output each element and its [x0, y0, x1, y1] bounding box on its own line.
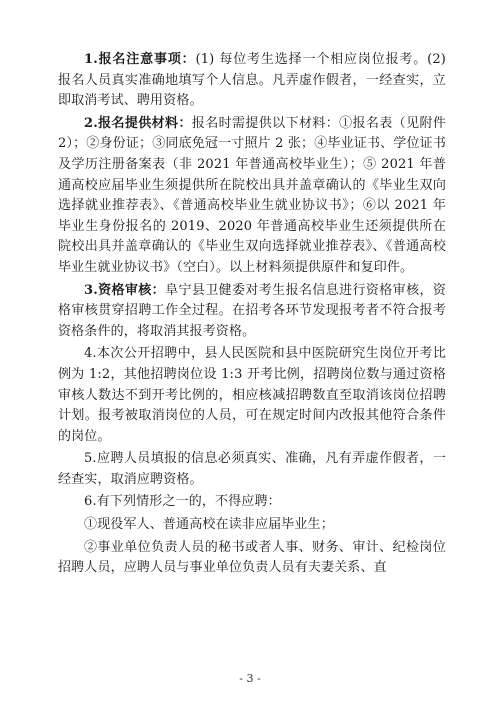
text-required-materials: 报名时需提供以下材料：①报名表（见附件 2）；②身份证；③同底免冠一寸照片 2 张；④毕业证书、学位证书及学历注册备案表（非 2021 年普通高校毕业生）；⑤ 2021 年普通高校应届毕业生须提供所在院校出具并盖章确认的《毕业生双向选择就业推荐表》、《普通高校毕业生就业协议书》；⑥以 2021 年毕业生身份报名的 2019、2020 年普通高校毕业生还须提供所在院校出具并盖章确认的《毕业生双向选择就业推荐表》、《普通高校毕业生就业协议书》（空白）。以上材料须提供原件和复印件。 — [58, 115, 446, 275]
paragraph-exam-ratio — [58, 344, 446, 447]
paragraph-registration-notes — [58, 50, 446, 112]
text-exclusion-2: ②事业单位负责人员的秘书或者人事、财务、审计、纪检岗位招聘人员，应聘人员与事业单位负责人员有夫妻关系、直 — [58, 539, 446, 576]
page-number: - 3 - — [239, 672, 261, 685]
paragraph-truthful-info — [58, 449, 446, 490]
text-exam-ratio: 4.本次公开招聘中，县人民医院和县中医院研究生岗位开考比例为 1:2，其他招聘岗位设 1:3 开考比例，招聘岗位数与通过资格审核人数达不到开考比例的，相应核减招聘数直至取消该岗位招聘计划。报考被取消岗位的人员，可在规定时间内改报其他符合条件的岗位。 — [58, 346, 446, 444]
text-truthful-info: 5.应聘人员填报的信息必须真实、准确，凡有弄虚作假者，一经查实，取消应聘资格。 — [58, 451, 446, 487]
heading-qualification-review: 3.资格审核： — [84, 282, 166, 298]
document-page — [58, 50, 446, 579]
text-exclusions-intro: 6.有下列情形之一的，不得应聘： — [84, 494, 281, 510]
text-qualification-review: 阜宁县卫健委对考生报名信息进行资格审核，资格审核贯穿招聘工作全过程。在招考各环节发现报考者不符合报考资格条件的，将取消其报考资格。 — [58, 282, 446, 339]
text-registration-notes: (1) 每位考生选择一个相应岗位报考。(2) 报名人员真实准确地填写个人信息。凡弄虚作假者，一经查实，立即取消考试、聘用资格。 — [58, 52, 447, 109]
paragraph-exclusions-intro — [58, 492, 446, 513]
paragraph-qualification-review — [58, 281, 446, 343]
heading-registration-notes: 1.报名注意事项： — [84, 52, 196, 67]
paragraph-exclusion-2 — [58, 538, 446, 579]
text-exclusion-1: ①现役军人、普通高校在读非应届毕业生； — [84, 517, 334, 533]
paragraph-required-materials — [58, 114, 446, 279]
paragraph-exclusion-1 — [58, 515, 446, 536]
heading-required-materials: 2.报名提供材料： — [84, 115, 192, 131]
